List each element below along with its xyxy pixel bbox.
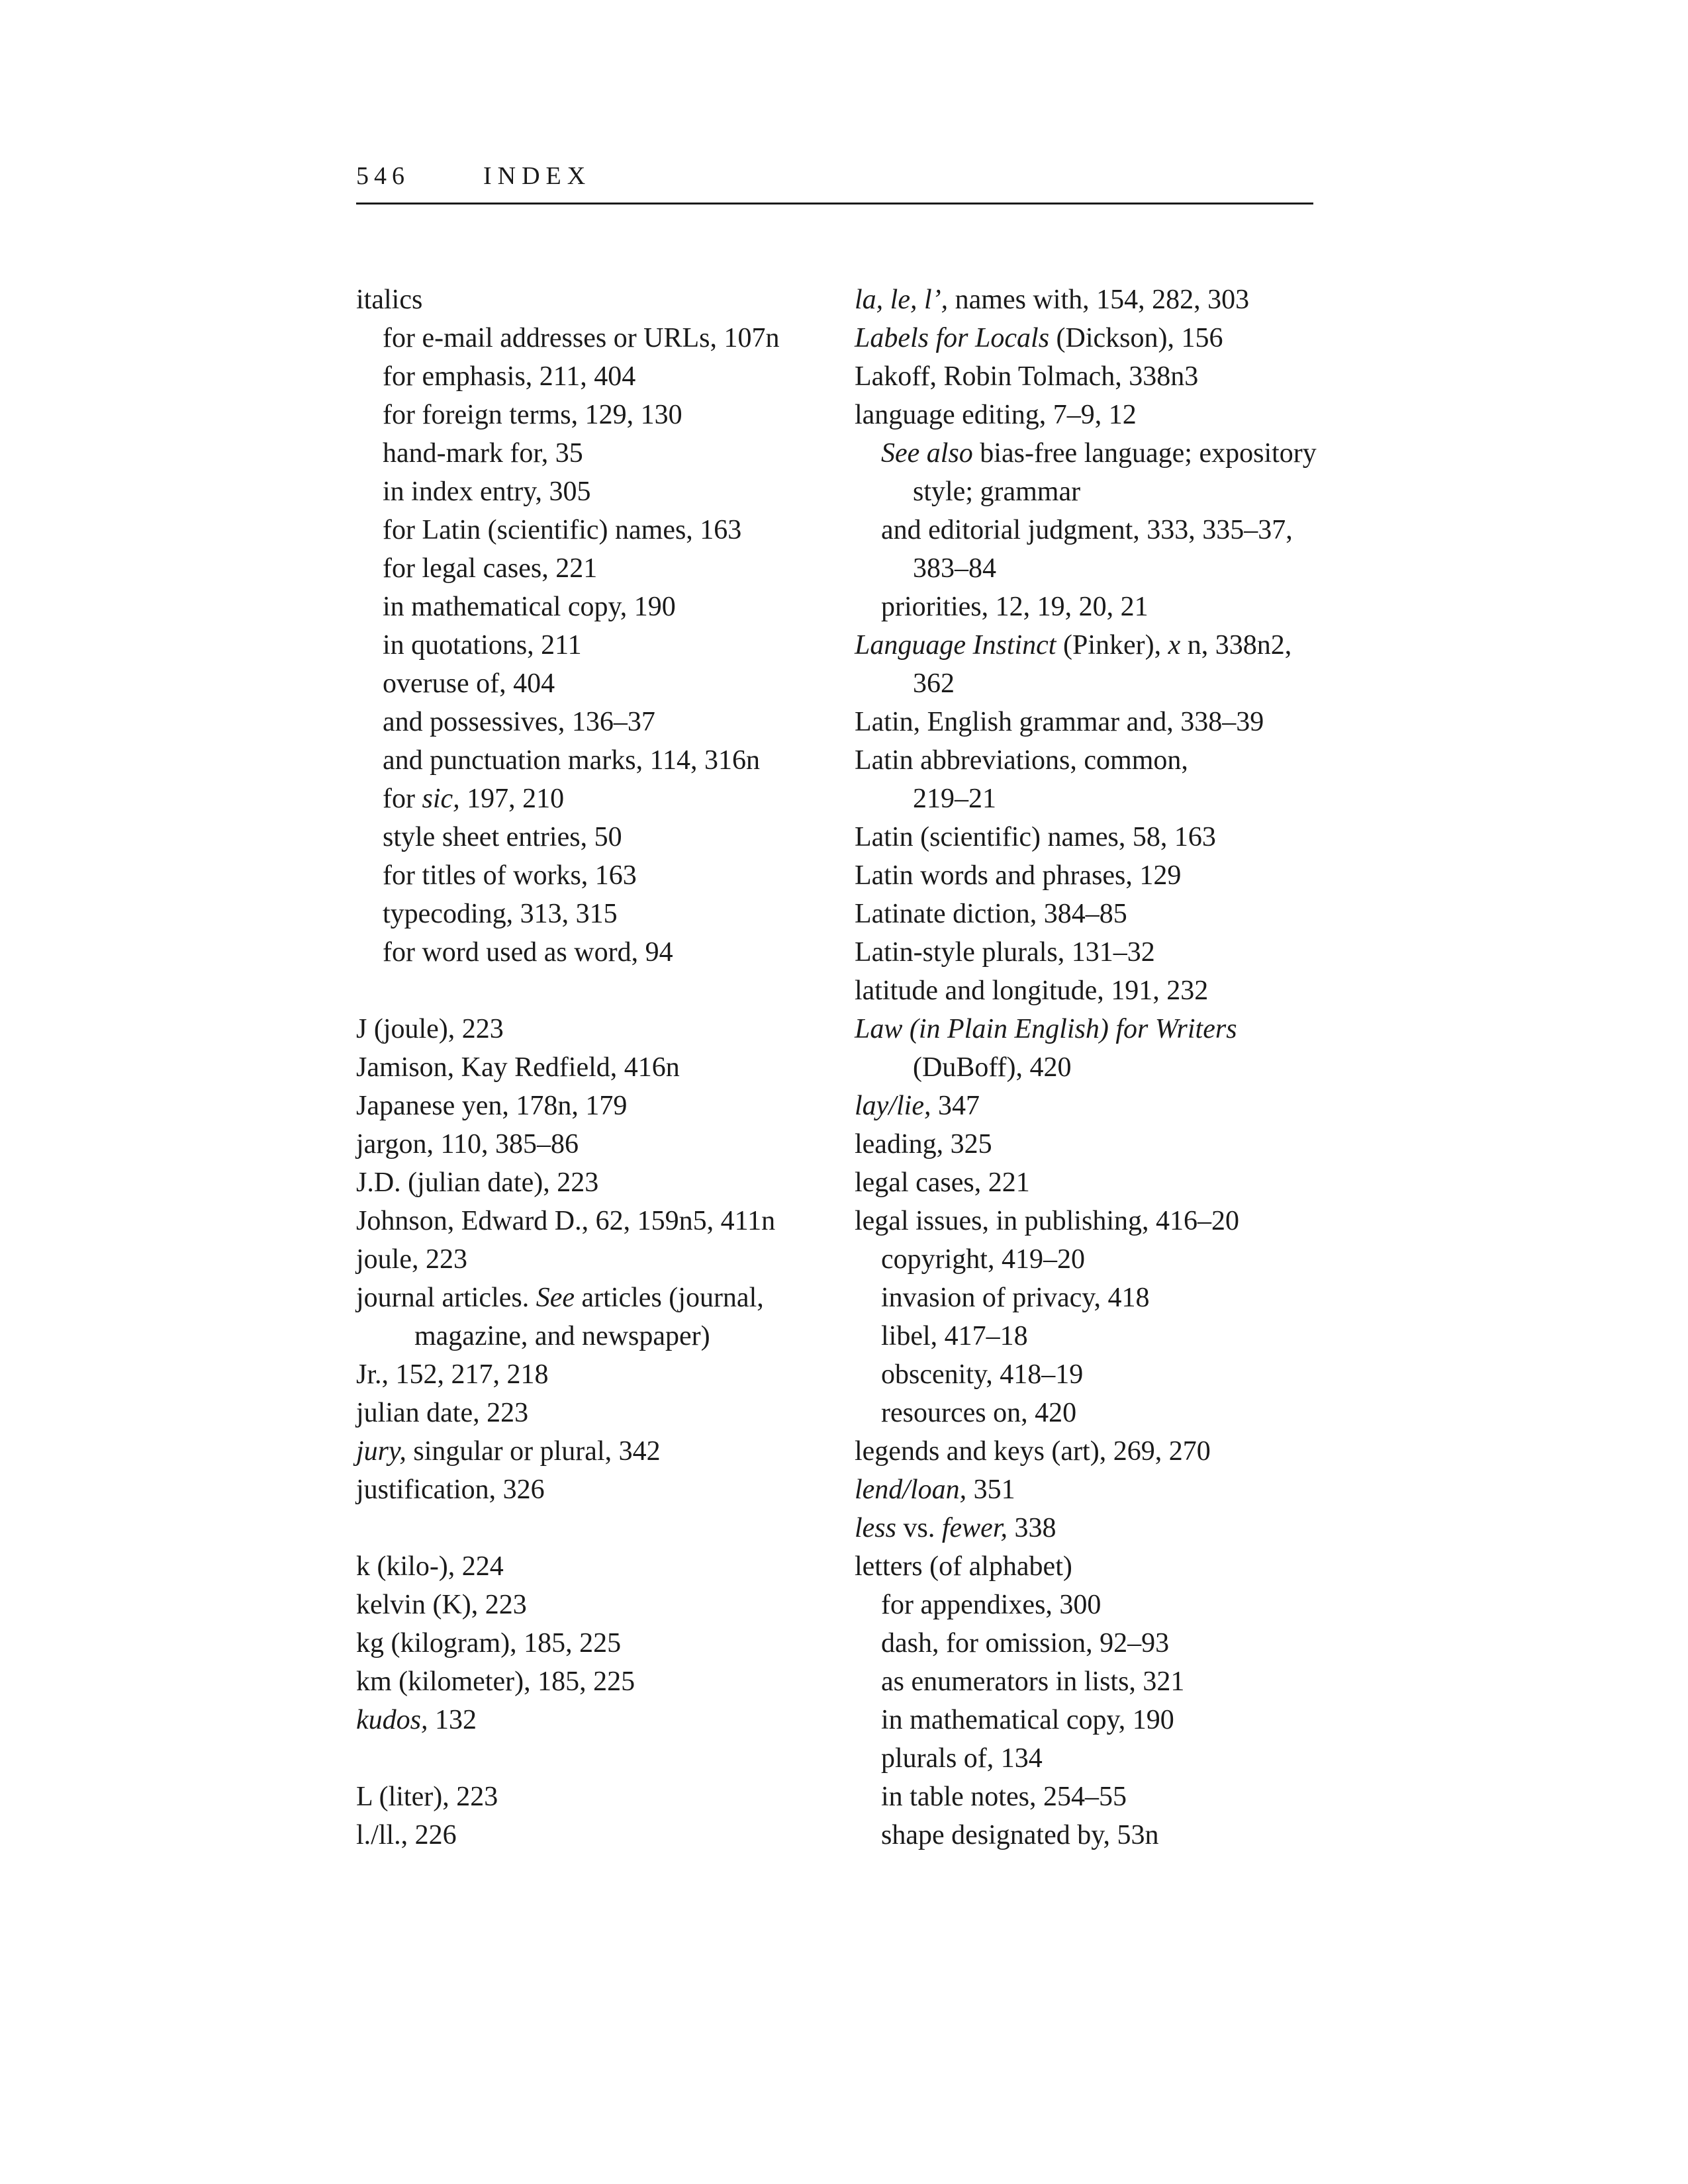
index-entry (356, 1471, 833, 1509)
index-entry (356, 1662, 833, 1701)
italic-text: jury, (356, 1436, 406, 1467)
index-subentry (855, 1317, 1331, 1355)
index-subentry (356, 856, 833, 895)
index-subentry (356, 434, 833, 473)
index-subentry (356, 626, 833, 664)
letter-group-gap (356, 1509, 833, 1547)
italic-text: sic, (422, 784, 460, 814)
italic-text: less (855, 1513, 896, 1543)
entry-text: vs. (896, 1513, 942, 1543)
index-entry (356, 1778, 833, 1816)
index-entry (356, 1701, 833, 1739)
index-entry (356, 1394, 833, 1432)
entry-text: Latinate diction, 384–85 (855, 899, 1127, 929)
index-subentry (855, 549, 1331, 588)
entry-text: justification, 326 (356, 1475, 545, 1505)
index-subentry (855, 1701, 1331, 1739)
entry-text: shape designated by, 53n (881, 1820, 1159, 1850)
italic-text: See (536, 1283, 575, 1313)
entry-text: 347 (931, 1091, 980, 1121)
entry-text: Jr., 152, 217, 218 (356, 1359, 549, 1390)
italic-text: fewer, (941, 1513, 1008, 1543)
entry-text: Latin abbreviations, common, (855, 745, 1188, 776)
index-entry (855, 1202, 1331, 1240)
entry-text: julian date, 223 (356, 1398, 529, 1428)
entry-text: priorities, 12, 19, 20, 21 (881, 592, 1149, 622)
index-subentry (855, 1778, 1331, 1816)
index-subentry (855, 1048, 1331, 1087)
index-entry (356, 1202, 833, 1240)
index-subentry (855, 1394, 1331, 1432)
index-entry (356, 1087, 833, 1125)
entry-text: legends and keys (art), 269, 270 (855, 1436, 1211, 1467)
entry-text: in table notes, 254–55 (881, 1782, 1127, 1812)
entry-text: joule, 223 (356, 1244, 467, 1275)
entry-text: resources on, 420 (881, 1398, 1077, 1428)
index-subentry (356, 473, 833, 511)
index-entry (356, 1355, 833, 1394)
index-subentry (356, 703, 833, 741)
entry-text: 383–84 (913, 553, 996, 584)
entry-text: k (kilo-), 224 (356, 1551, 504, 1582)
entry-text: magazine, and newspaper) (414, 1321, 710, 1351)
index-entry (356, 1163, 833, 1202)
italic-text: Law (in Plain English) for Writers (855, 1014, 1237, 1044)
entry-text: obscenity, 418–19 (881, 1359, 1084, 1390)
index-entry (356, 1010, 833, 1048)
running-head (356, 156, 1313, 205)
letter-group-gap (356, 972, 833, 1010)
index-entry (855, 1509, 1331, 1547)
index-entry (356, 281, 833, 319)
italic-text: x (1168, 630, 1181, 660)
entry-text: for Latin (scientific) names, 163 (383, 515, 742, 545)
entry-text: bias-free language; expository (972, 438, 1317, 469)
italic-text: lend/loan, (855, 1475, 967, 1505)
index-subentry (855, 780, 1331, 818)
italic-text: Labels for Locals (855, 323, 1050, 353)
entry-text: and punctuation marks, 114, 316n (383, 745, 761, 776)
entry-text: typecoding, 313, 315 (383, 899, 618, 929)
index-entry (855, 319, 1331, 357)
index-column-left (356, 281, 833, 1854)
index-entry (356, 1240, 833, 1279)
entry-text: 338 (1008, 1513, 1056, 1543)
index-subentry (855, 1279, 1331, 1317)
entry-text: J (joule), 223 (356, 1014, 504, 1044)
index-entry (855, 626, 1331, 664)
entry-text: invasion of privacy, 418 (881, 1283, 1150, 1313)
index-subentry (356, 1317, 833, 1355)
index-subentry (855, 1586, 1331, 1624)
entry-text: overuse of, 404 (383, 668, 555, 699)
entry-text: copyright, 419–20 (881, 1244, 1085, 1275)
index-entry (855, 972, 1331, 1010)
index-subentry (855, 511, 1331, 549)
index-subentry (356, 396, 833, 434)
index-entry (356, 1279, 833, 1317)
entry-text: names with, 154, 282, 303 (948, 285, 1250, 315)
index-entry (855, 856, 1331, 895)
italic-text: la, le, l’, (855, 285, 949, 315)
entry-text: and editorial judgment, 333, 335–37, (881, 515, 1293, 545)
index-entry (356, 1624, 833, 1662)
index-subentry (356, 895, 833, 933)
index-entry (855, 357, 1331, 396)
entry-text: 351 (966, 1475, 1015, 1505)
entry-text: journal articles. (356, 1283, 536, 1313)
index-subentry (356, 588, 833, 626)
entry-text: in mathematical copy, 190 (881, 1705, 1174, 1735)
index-entry (356, 1125, 833, 1163)
entry-text: for appendixes, 300 (881, 1590, 1102, 1620)
index-subentry (356, 664, 833, 703)
index-subentry (855, 434, 1331, 473)
entry-text: for e-mail addresses or URLs, 107n (383, 323, 780, 353)
entry-text: italics (356, 285, 423, 315)
entry-text: in index entry, 305 (383, 477, 591, 507)
index-entry (855, 818, 1331, 856)
index-entry (855, 1125, 1331, 1163)
index-subentry (356, 511, 833, 549)
italic-text: lay/lie, (855, 1091, 931, 1121)
index-entry (855, 703, 1331, 741)
entry-text: kg (kilogram), 185, 225 (356, 1628, 622, 1659)
entry-text: letters (of alphabet) (855, 1551, 1072, 1582)
entry-text: legal issues, in publishing, 416–20 (855, 1206, 1239, 1236)
entry-text: in mathematical copy, 190 (383, 592, 676, 622)
index-entry (855, 1087, 1331, 1125)
entry-text: n, 338n2, (1180, 630, 1292, 660)
entry-text: Latin (scientific) names, 58, 163 (855, 822, 1216, 852)
index-entry (855, 1010, 1331, 1048)
index-subentry (356, 319, 833, 357)
index-subentry (855, 664, 1331, 703)
index-subentry (356, 549, 833, 588)
index-entry (356, 1586, 833, 1624)
index-subentry (855, 1240, 1331, 1279)
entry-text: hand-mark for, 35 (383, 438, 583, 469)
index-subentry (356, 933, 833, 972)
entry-text: l./ll., 226 (356, 1820, 457, 1850)
entry-text: for titles of works, 163 (383, 860, 637, 891)
index-column-right (855, 281, 1331, 1854)
entry-text: for legal cases, 221 (383, 553, 598, 584)
entry-text: for word used as word, 94 (383, 937, 673, 968)
italic-text: See also (881, 438, 973, 469)
entry-text: libel, 417–18 (881, 1321, 1028, 1351)
entry-text: style sheet entries, 50 (383, 822, 622, 852)
entry-text: (Pinker), (1056, 630, 1168, 660)
index-entry (855, 741, 1331, 780)
index-entry (356, 1432, 833, 1471)
entry-text: km (kilometer), 185, 225 (356, 1666, 635, 1697)
entry-text: dash, for omission, 92–93 (881, 1628, 1170, 1659)
index-subentry (356, 741, 833, 780)
running-title: INDEX (483, 162, 592, 190)
index-subentry (356, 818, 833, 856)
entry-text: for foreign terms, 129, 130 (383, 400, 682, 430)
entry-text: plurals of, 134 (881, 1743, 1043, 1774)
index-subentry (855, 1662, 1331, 1701)
index-subentry (356, 780, 833, 818)
index-subentry (855, 1816, 1331, 1854)
entry-text: legal cases, 221 (855, 1167, 1030, 1198)
index-entry (855, 1432, 1331, 1471)
index-entry (855, 1471, 1331, 1509)
index-entry (855, 281, 1331, 319)
page-number: 546 (356, 162, 410, 190)
entry-text: jargon, 110, 385–86 (356, 1129, 579, 1160)
letter-group-gap (356, 1739, 833, 1778)
index-subentry (855, 588, 1331, 626)
entry-text: for (383, 784, 422, 814)
entry-text: Lakoff, Robin Tolmach, 338n3 (855, 361, 1199, 392)
entry-text: Japanese yen, 178n, 179 (356, 1091, 628, 1121)
entry-text: J.D. (julian date), 223 (356, 1167, 599, 1198)
index-subentry (356, 357, 833, 396)
index-entry (855, 1547, 1331, 1586)
index-entry (855, 1163, 1331, 1202)
entry-text: L (liter), 223 (356, 1782, 498, 1812)
entry-text: language editing, 7–9, 12 (855, 400, 1137, 430)
entry-text: Latin-style plurals, 131–32 (855, 937, 1155, 968)
entry-text: (DuBoff), 420 (913, 1052, 1072, 1083)
index-entry (855, 396, 1331, 434)
entry-text: in quotations, 211 (383, 630, 582, 660)
entry-text: 219–21 (913, 784, 996, 814)
index-subentry (855, 1624, 1331, 1662)
index-entry (855, 895, 1331, 933)
entry-text: as enumerators in lists, 321 (881, 1666, 1185, 1697)
entry-text: Latin, English grammar and, 338–39 (855, 707, 1264, 737)
index-entry (356, 1816, 833, 1854)
italic-text: Language Instinct (855, 630, 1056, 660)
italic-text: kudos, (356, 1705, 428, 1735)
entry-text: for emphasis, 211, 404 (383, 361, 636, 392)
index-entry (356, 1048, 833, 1087)
entry-text: articles (journal, (575, 1283, 764, 1313)
index-subentry (855, 1739, 1331, 1778)
entry-text: 197, 210 (459, 784, 565, 814)
entry-text: Latin words and phrases, 129 (855, 860, 1182, 891)
entry-text: 362 (913, 668, 955, 699)
index-subentry (855, 473, 1331, 511)
index-entry (356, 1547, 833, 1586)
entry-text: and possessives, 136–37 (383, 707, 655, 737)
entry-text: singular or plural, 342 (406, 1436, 661, 1467)
index-subentry (855, 1355, 1331, 1394)
entry-text: style; grammar (913, 477, 1081, 507)
entry-text: latitude and longitude, 191, 232 (855, 976, 1209, 1006)
entry-text: (Dickson), 156 (1049, 323, 1223, 353)
entry-text: 132 (428, 1705, 477, 1735)
index-entry (855, 933, 1331, 972)
entry-text: kelvin (K), 223 (356, 1590, 527, 1620)
entry-text: leading, 325 (855, 1129, 992, 1160)
entry-text: Jamison, Kay Redfield, 416n (356, 1052, 680, 1083)
entry-text: Johnson, Edward D., 62, 159n5, 411n (356, 1206, 776, 1236)
